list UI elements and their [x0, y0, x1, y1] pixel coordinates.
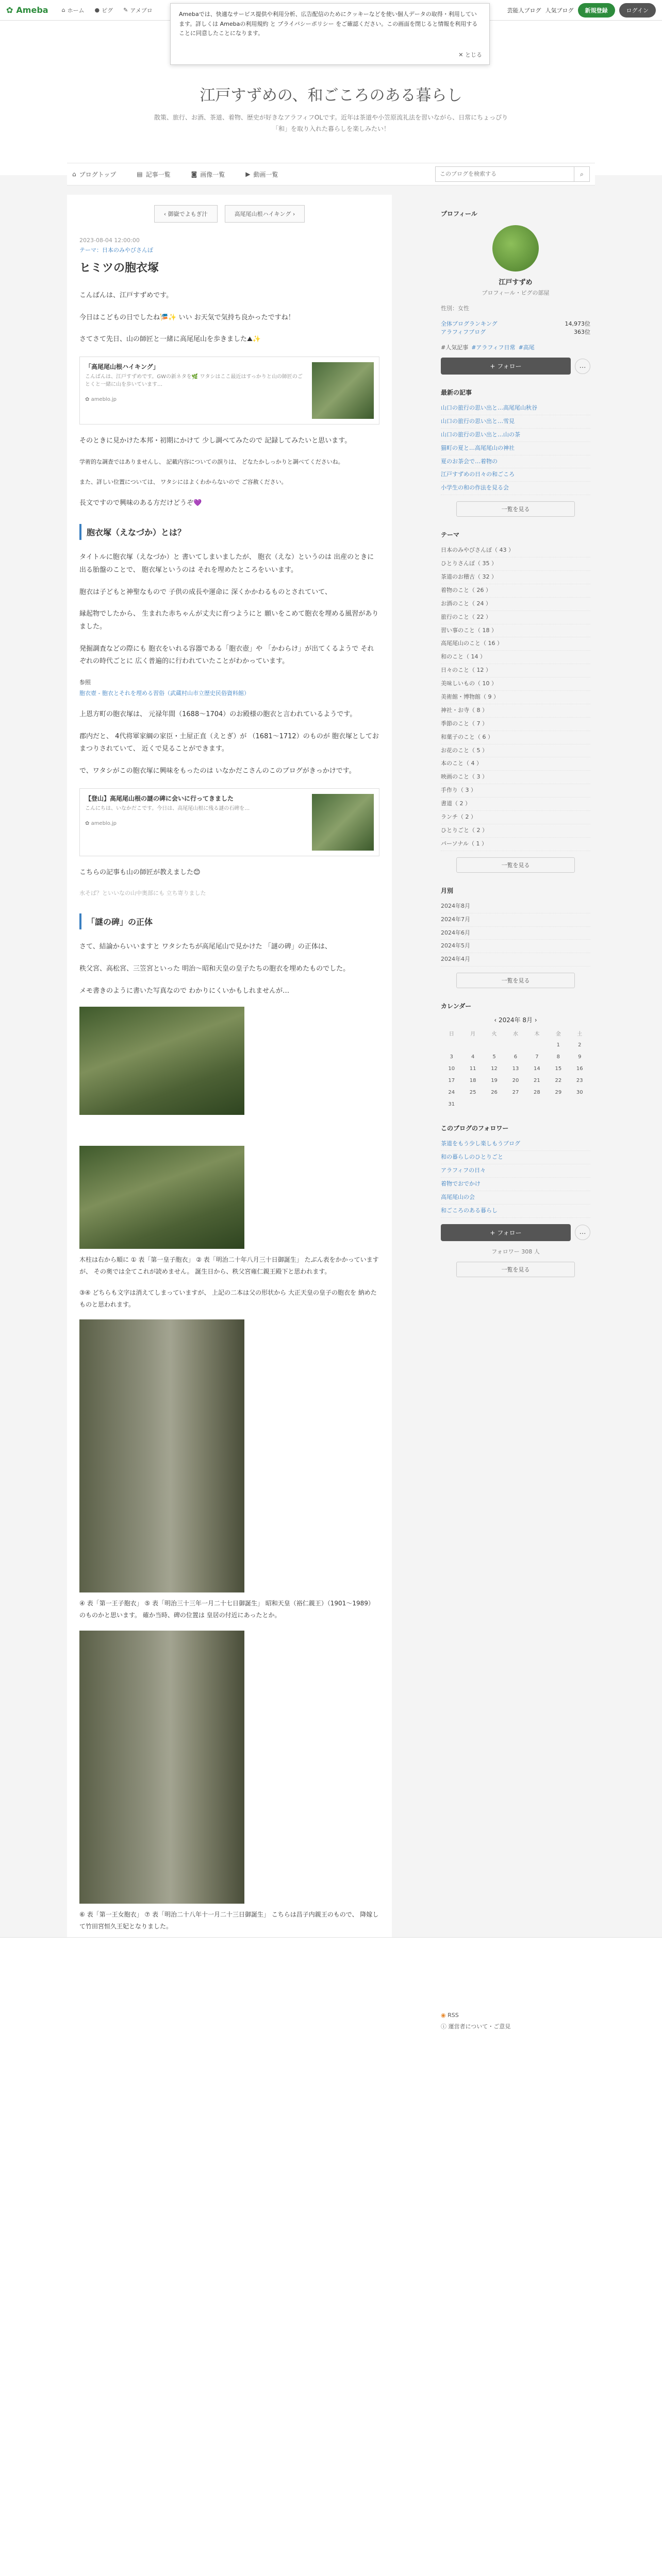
- prev-article-label: 御嶽でよもぎ汁: [168, 211, 208, 217]
- forest-photo[interactable]: [79, 1007, 244, 1115]
- paragraph: ③④ どちらも文字は消えてしまっていますが、 上記の二本は父の形状から 大正天皇の皇子の胞衣を 納めたものと思われます。: [79, 1289, 377, 1308]
- paragraph: 秩父宮、高松宮、三笠宮といった 明治〜昭和天皇の皇子たちの胞衣を埋めたものでした。: [79, 964, 350, 973]
- calendar-day[interactable]: 22: [555, 1078, 562, 1084]
- subnav-video-list-label: 動画一覧: [253, 171, 278, 178]
- paragraph: そのときに見かけた本邦・初期にかけて 少し調べてみたので 記録してみたいと思います。: [79, 437, 352, 445]
- archive-item[interactable]: 2024年8月: [441, 900, 590, 913]
- theme-item[interactable]: ランチ（ 2 ）: [441, 811, 590, 824]
- weekday: 水: [512, 1031, 518, 1038]
- calendar-day[interactable]: 28: [534, 1090, 540, 1096]
- calendar-day[interactable]: 4: [471, 1054, 475, 1060]
- chevron-right-icon[interactable]: ›: [533, 1016, 537, 1024]
- top-nav: [62, 6, 153, 14]
- paragraph: タイトルに胞衣塚（えなづか）と 書いてしまいましたが、 胞衣（えな）というのは 出産のときに出る胎盤のことで、 胞衣塚というのは それを埋めたところをいいます。: [79, 553, 374, 574]
- calendar-day[interactable]: 20: [512, 1078, 519, 1084]
- link-card-source: [85, 397, 307, 402]
- ranking-value: 363位: [574, 329, 590, 335]
- theme-item[interactable]: 茶道のお稽古（ 32 ）: [441, 571, 590, 584]
- calendar-day[interactable]: 19: [491, 1078, 498, 1084]
- forest-photo[interactable]: [79, 1146, 244, 1249]
- ranking-list: [441, 319, 590, 336]
- archive-more-button[interactable]: 一覧を見る: [456, 973, 575, 988]
- calendar-day[interactable]: 12: [491, 1066, 498, 1072]
- link-card-title: 「高尾尾山根ハイキング」: [85, 363, 159, 371]
- info-icon: ⓘ: [441, 2023, 449, 2030]
- calendar-day[interactable]: 1: [556, 1042, 560, 1048]
- theme-item[interactable]: 本のこと（ 4 ）: [441, 757, 590, 771]
- paragraph: ⑥ 表「第一王女胞衣」 ⑦ 表「明治二十八年十一月二十三日御誕生」 こちらは昌子内親王のもので、 降嫁して竹田宮恒久王妃となりました。: [79, 1910, 379, 1930]
- more-icon: …: [579, 1228, 586, 1236]
- more-options-button[interactable]: [575, 1225, 590, 1240]
- theme-list: [441, 544, 590, 851]
- calendar-heading: カレンダー: [441, 1003, 472, 1010]
- calendar-week: [441, 1039, 590, 1051]
- follower-section: [441, 1124, 590, 1277]
- calendar-day[interactable]: 13: [512, 1066, 519, 1072]
- lower-band: [0, 1937, 662, 2576]
- blog-title[interactable]: 江戸すずめの、和ごころのある暮らし: [200, 87, 462, 105]
- calendar-day[interactable]: 9: [578, 1054, 582, 1060]
- home-icon: ⌂: [72, 171, 76, 178]
- calendar-day[interactable]: 5: [492, 1054, 496, 1060]
- link-card-source: [85, 821, 307, 826]
- calendar-day[interactable]: 7: [535, 1054, 539, 1060]
- paragraph: 学術的な調査ではありませんし、 記載内容についての誤りは、 どなたかしっかりと調べてくださいね。: [79, 458, 344, 465]
- subnav-entry-list-label: 記事一覧: [145, 171, 171, 178]
- chevron-left-icon: ‹: [163, 211, 168, 217]
- calendar-day[interactable]: 10: [448, 1066, 455, 1072]
- paragraph: さて、結論からいいますと ワタシたちが高尾尾山で見かけた 「謎の碑」の正体は、: [79, 943, 332, 951]
- calendar-day[interactable]: 2: [578, 1042, 582, 1048]
- camera-icon: ◙: [191, 171, 197, 178]
- subnav-video-list[interactable]: [245, 170, 278, 179]
- article-date: 2023-08-04 12:00:00: [79, 237, 140, 244]
- paragraph: 上恩方町の胞衣塚は、 元禄年間（1688〜1704）のお殿様の胞衣と言われているようです。: [79, 710, 357, 718]
- search-button[interactable]: [574, 167, 589, 181]
- recent-item[interactable]: 山口の旅行の思い出と…雪見: [441, 415, 590, 429]
- theme-item[interactable]: 書道（ 2 ）: [441, 798, 590, 811]
- nav-pigg-label: ピグ: [102, 7, 113, 14]
- theme-item[interactable]: お酒のこと（ 24 ）: [441, 598, 590, 611]
- calendar-day[interactable]: 8: [556, 1054, 560, 1060]
- more-icon: …: [579, 362, 586, 370]
- subnav-blog-top-label: ブログトップ: [79, 171, 117, 178]
- link-card-content: [85, 362, 307, 419]
- calendar-day[interactable]: 23: [576, 1078, 583, 1084]
- login-button[interactable]: ログイン: [619, 3, 656, 18]
- follower-more-button[interactable]: 一覧を見る: [456, 1262, 575, 1277]
- theme-item[interactable]: 手作り（ 3 ）: [441, 784, 590, 798]
- pigg-icon: ●: [94, 7, 100, 13]
- follow-button[interactable]: + フォロー: [441, 358, 571, 375]
- weekday: 月: [470, 1031, 476, 1038]
- follow-row: [441, 1224, 590, 1241]
- nav-ameblo-label: アメブロ: [130, 7, 153, 14]
- link-card-content: [85, 794, 307, 851]
- signup-button[interactable]: 新規登録: [578, 3, 615, 18]
- archive-heading: 月別: [441, 887, 454, 894]
- theme-item[interactable]: 美味しいもの（ 10 ）: [441, 677, 590, 691]
- calendar-section: [441, 1002, 590, 1110]
- calendar-day[interactable]: 26: [491, 1090, 498, 1096]
- calendar-day[interactable]: 11: [469, 1066, 476, 1072]
- paragraph: メモ書きのように書いた写真なので わかりにくいかもしれませんが…: [79, 987, 290, 995]
- calendar-month: 2024年 8月: [499, 1016, 533, 1024]
- theme-item[interactable]: 高尾尾山のこと（ 16 ）: [441, 637, 590, 651]
- ranking-value: 14,973位: [565, 320, 590, 327]
- archive-item[interactable]: 2024年4月: [441, 953, 590, 967]
- ameba-logo-icon: ✿: [6, 5, 13, 15]
- section-heading: 「謎の碑」の正体: [79, 913, 379, 929]
- cookie-close-button[interactable]: [458, 50, 482, 60]
- follower-item[interactable]: 和の暮らしのひとりごと: [441, 1151, 590, 1164]
- nav-pigg[interactable]: [95, 6, 113, 14]
- reference: [79, 677, 379, 699]
- calendar: [441, 1027, 590, 1110]
- top-right: [507, 3, 656, 18]
- follow-button[interactable]: + フォロー: [441, 1224, 571, 1241]
- ameba-icon: ✿: [85, 397, 91, 403]
- theme-item[interactable]: 着物のこと（ 26 ）: [441, 584, 590, 598]
- ranking-label: 全体ブログランキング: [441, 320, 498, 327]
- calendar-day[interactable]: 15: [555, 1066, 562, 1072]
- paragraph: 木柱は右から順に ① 表「第一皇子胞衣」 ② 表「明治二十年八月三十日御誕生」 たぶん表をかかっていますが、 その奥では全てこれが読めません。 誕生日から、秩父宮雍仁親王殿下と思われます。: [79, 1256, 379, 1275]
- theme-item[interactable]: ひとりさんぽ（ 35 ）: [441, 557, 590, 571]
- follow-row: [441, 358, 590, 375]
- link-card-desc: こんばんは、江戸すずめです。GWの新ネタを🌿 ワタシはここ最近はすっかりと山の師匠のごとくと一緒に山を歩いています…: [85, 374, 303, 388]
- calendar-day[interactable]: 30: [576, 1090, 583, 1096]
- theme-item[interactable]: 季節のこと（ 7 ）: [441, 718, 590, 731]
- follower-item[interactable]: 高尾尾山の会: [441, 1191, 590, 1205]
- theme-item[interactable]: 和のこと（ 14 ）: [441, 651, 590, 664]
- weekday: 土: [577, 1031, 583, 1038]
- subnav-entry-list[interactable]: [137, 170, 170, 179]
- cookie-close-label: とじる: [465, 52, 482, 59]
- archive-list: [441, 900, 590, 967]
- theme-item[interactable]: 神社・お寺（ 8 ）: [441, 704, 590, 718]
- next-article-button[interactable]: [225, 205, 305, 223]
- ranking-item[interactable]: [441, 328, 590, 336]
- ameba-icon: ✿: [85, 820, 91, 826]
- weekday: 日: [449, 1031, 454, 1038]
- rss-link[interactable]: [441, 2010, 510, 2021]
- chevron-right-icon: ›: [291, 211, 295, 217]
- cookie-banner: [170, 3, 490, 65]
- recent-item[interactable]: 江戸すずめの日々の和ごころ: [441, 468, 590, 482]
- nav-home[interactable]: [62, 6, 85, 14]
- recent-item[interactable]: 小学生の和の作法を見る会: [441, 482, 590, 495]
- theme-item[interactable]: 旅行のこと（ 22 ）: [441, 611, 590, 624]
- profile-gender: 性別：女性: [441, 305, 469, 312]
- calendar-day[interactable]: 18: [469, 1078, 476, 1084]
- tag[interactable]: #高尾: [518, 344, 535, 351]
- home-icon: ⌂: [61, 7, 65, 13]
- calendar-day[interactable]: 6: [514, 1054, 518, 1060]
- search-icon: ⌕: [580, 170, 584, 178]
- link-card-source-label: ameblo.jp: [91, 397, 117, 403]
- report-label: 運営者について・ご意見: [448, 2023, 511, 2030]
- calendar-day[interactable]: 21: [534, 1078, 540, 1084]
- reference-link[interactable]: 胞衣壺 - 胞衣とそれを埋める習俗（武蔵村山市立歴史民俗資料館）: [79, 689, 250, 697]
- calendar-day[interactable]: 3: [450, 1054, 453, 1060]
- theme-item[interactable]: 和菓子のこと（ 6 ）: [441, 731, 590, 744]
- calendar-day[interactable]: 31: [448, 1101, 455, 1108]
- calendar-week: [441, 1098, 590, 1110]
- recent-item[interactable]: 山口の旅行の思い出と…高尾尾山秋谷: [441, 402, 590, 415]
- theme-item[interactable]: 習い事のこと（ 18 ）: [441, 624, 590, 638]
- recent-section: [441, 388, 590, 517]
- theme-item[interactable]: 映画のこと（ 3 ）: [441, 771, 590, 784]
- theme-item[interactable]: 美術館・博物館（ 9 ）: [441, 691, 590, 704]
- close-icon: ✕: [458, 52, 465, 59]
- nav-ameblo[interactable]: [123, 6, 153, 14]
- calendar-header: [441, 1015, 590, 1024]
- ranking-item[interactable]: [441, 319, 590, 328]
- rss-icon: ◉: [441, 2012, 448, 2019]
- link-card[interactable]: [79, 788, 379, 856]
- theme-item[interactable]: 日本のみやびさんぽ（ 43 ）: [441, 544, 590, 557]
- calendar-week: [441, 1051, 590, 1063]
- paragraph: こんばんは、江戸すずめです。: [79, 292, 173, 299]
- weekday: 火: [491, 1031, 497, 1038]
- ameba-logo[interactable]: [6, 5, 48, 15]
- link-card[interactable]: [79, 357, 379, 425]
- theme-item[interactable]: パーソナル（ 1 ）: [441, 838, 590, 851]
- logo-text: Ameba: [16, 5, 48, 15]
- paragraph: 今日はこどもの日でしたね🎏✨ いい お天気で気持ち良かったですね！: [79, 313, 295, 321]
- subnav-image-list[interactable]: [191, 170, 225, 179]
- celebrity-blog-link[interactable]: 芸能人ブログ: [507, 7, 541, 14]
- weekday: 木: [534, 1031, 540, 1038]
- more-options-button[interactable]: [575, 359, 590, 374]
- archive-item[interactable]: 2024年7月: [441, 913, 590, 927]
- recent-heading: 最新の記事: [441, 389, 472, 396]
- theme-item[interactable]: ひとりごと（ 2 ）: [441, 824, 590, 838]
- paragraph: 郡内だと、 4代将軍家綱の家臣・土屋正直（えとぎ）が （1681〜1712）のものが 胞衣塚としておまつりされていて、 近くで見ることができます。: [79, 732, 379, 753]
- recent-more-button[interactable]: 一覧を見る: [456, 501, 575, 517]
- list-icon: ▤: [137, 171, 143, 178]
- follower-list: [441, 1138, 590, 1217]
- article-theme-link[interactable]: テーマ：日本のみやびさんぽ: [79, 247, 153, 253]
- stone-monument-photo[interactable]: [79, 1631, 244, 1904]
- archive-section: [441, 886, 590, 988]
- theme-more-button[interactable]: 一覧を見る: [456, 857, 575, 873]
- blog-search: [435, 166, 590, 182]
- paragraph: 発掘調査などの際にも 胞衣をいれる容器である「胞衣壺」や 「かわらけ」が出てくるようで それぞれの時代ごとに 広く普遍的に行われていたことがわかっています。: [79, 645, 374, 666]
- recent-item[interactable]: 猫町の夏と…高尾尾山の神社: [441, 442, 590, 455]
- rss-label: RSS: [448, 2012, 459, 2019]
- paragraph: 水そば？といいなの山中奥部にも 立ち寄りました: [79, 890, 206, 897]
- recent-item[interactable]: 夏のお茶会で…着物の: [441, 455, 590, 469]
- calendar-day[interactable]: 25: [469, 1090, 476, 1096]
- recent-item[interactable]: 山口の旅行の思い出と…山の茶: [441, 429, 590, 442]
- next-article-label: 高尾尾山根ハイキング: [234, 211, 291, 217]
- profile-name[interactable]: 江戸すずめ: [499, 279, 533, 286]
- stone-monument-photo[interactable]: [79, 1319, 244, 1592]
- paragraph: 長文ですので興味のある方だけどうぞ💜: [79, 499, 202, 507]
- calendar-day[interactable]: 27: [512, 1090, 519, 1096]
- calendar-day[interactable]: 24: [448, 1090, 455, 1096]
- link-card-source-label: ameblo.jp: [91, 820, 117, 826]
- link-card-thumbnail: [312, 794, 374, 851]
- prev-article-button[interactable]: [154, 205, 218, 223]
- paragraph: さてさて先日、山の師匠と一緒に高尾尾山を歩きました⛰✨: [79, 335, 261, 344]
- section-heading: 胞衣塚（えなづか）とは？: [79, 524, 379, 540]
- paragraph: で、ワタシがこの胞衣塚に興味をもったのは いなかだこさんのこのブログがきっかけです。: [79, 767, 356, 775]
- follower-item[interactable]: 和ごころのある暮らし: [441, 1205, 590, 1218]
- blog-subnav: [67, 163, 595, 185]
- search-input[interactable]: [436, 167, 574, 181]
- archive-item[interactable]: 2024年5月: [441, 940, 590, 953]
- follower-count[interactable]: フォロワー 308 人: [491, 1248, 540, 1255]
- tag[interactable]: #人気記事: [441, 344, 469, 351]
- tag-list: [441, 343, 590, 351]
- blog-icon: ✎: [123, 7, 128, 13]
- cookie-text: Amebaでは、快適なサービス提供や利用分析、広告配信のためにクッキーなどを使い個人データの取得・利用しています。詳しくは Amebaの利用規約 と プライバシーポリシー をご確認ください。この画面を閉じると情報を利用することに同意したことになります。: [179, 11, 478, 37]
- follower-heading: このブログのフォロワー: [441, 1125, 509, 1132]
- paragraph: 胞衣は子どもと神聖なもので 子供の成長や運命に 深くかかわるものとされていて、: [79, 588, 332, 596]
- theme-heading: テーマ: [441, 531, 460, 539]
- link-card-thumbnail: [312, 362, 374, 419]
- avatar[interactable]: [492, 225, 539, 272]
- follower-item[interactable]: 茶道をもう少し楽しもうブログ: [441, 1138, 590, 1151]
- paragraph: ④ 表「第一王子胞衣」 ⑤ 表「明治三十三年一月二十七日御誕生」 昭和天皇（裕仁親王）（1901〜1989）のものかと思います。 確か当時、碑の位置は 皇居の付近にあったとか。: [79, 1600, 374, 1619]
- follower-item[interactable]: 着物でおでかけ: [441, 1178, 590, 1191]
- subnav-blog-top[interactable]: [72, 170, 116, 179]
- paragraph: また、詳しい位置については、 ワタシにはよくわからないので ご容赦ください。: [79, 478, 287, 485]
- weekday: 金: [555, 1031, 561, 1038]
- link-card-desc: こんにちは、いなかだこです。今日は、高尾尾山根に残る謎の石碑を…: [85, 805, 250, 811]
- theme-section: [441, 530, 590, 872]
- profile-heading: プロフィール: [441, 210, 477, 217]
- calendar-week: [441, 1087, 590, 1098]
- calendar-day[interactable]: 14: [534, 1066, 540, 1072]
- sidebar: [441, 206, 590, 1283]
- calendar-day[interactable]: 29: [555, 1090, 562, 1096]
- blog-description: 散策、旅行、お酒、茶道、着物、歴史が好きなアラフィフOLです。近年は茶道や小笠原流礼法を習いながら、日常にちょっぴり「和」を取り入れた暮らしを楽しみたい！: [154, 114, 508, 132]
- footer-links: [441, 2010, 510, 2032]
- nav-home-label: ホーム: [67, 7, 85, 14]
- subnav-image-list-label: 画像一覧: [200, 171, 225, 178]
- archive-item[interactable]: 2024年6月: [441, 927, 590, 940]
- video-icon: ▶: [245, 171, 251, 178]
- article-title: ヒミツの胞衣塚: [79, 262, 159, 275]
- popular-blog-link[interactable]: 人気ブログ: [545, 7, 574, 14]
- calendar-day[interactable]: 17: [448, 1078, 455, 1084]
- paragraph: こちらの記事も山の師匠が教えました😊: [79, 868, 201, 876]
- theme-item[interactable]: お花のこと（ 5 ）: [441, 744, 590, 758]
- reference-label: 参照: [79, 679, 91, 686]
- chevron-left-icon[interactable]: ‹: [494, 1016, 499, 1024]
- calendar-day[interactable]: 16: [576, 1066, 583, 1072]
- tag[interactable]: #アラフィフ日常: [471, 344, 516, 351]
- calendar-weekdays: [441, 1027, 590, 1039]
- theme-item[interactable]: 日々のこと（ 12 ）: [441, 664, 590, 677]
- report-link[interactable]: [441, 2021, 510, 2032]
- recent-list: [441, 402, 590, 495]
- paragraph: 縁起物でしたから、 生まれた赤ちゃんが丈夫に育つようにと 願いをこめて胞衣を埋める風習がありました。: [79, 610, 379, 631]
- profile-links[interactable]: プロフィール・ピグの部屋: [482, 290, 550, 296]
- follower-item[interactable]: アラフィフの日々: [441, 1164, 590, 1178]
- article-pager: [79, 205, 379, 223]
- calendar-week: [441, 1063, 590, 1075]
- link-card-title: 【登山】高尾尾山根の謎の碑に会いに行ってきました: [85, 794, 234, 802]
- calendar-week: [441, 1075, 590, 1087]
- ranking-label: アラフィフブログ: [441, 329, 486, 335]
